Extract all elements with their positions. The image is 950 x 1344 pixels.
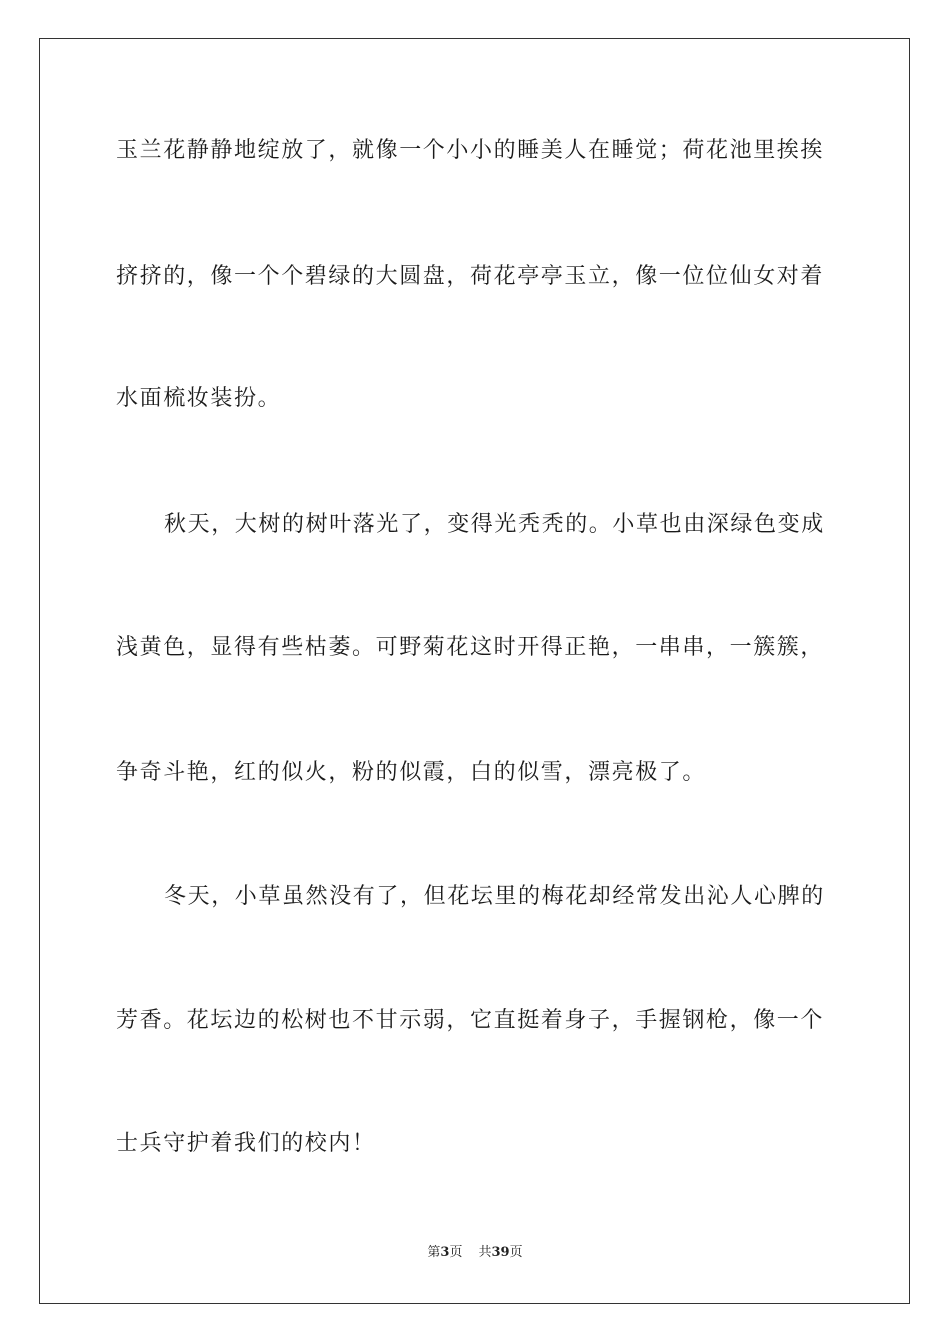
total-page-count: 39 [491,1245,510,1260]
paragraph-1-line-2: 挤挤的，像一个个碧绿的大圆盘，荷花亭亭玉立，像一位位仙女对着 [116,264,825,289]
footer-total-suffix: 页 [509,1245,523,1260]
page-number-footer [0,1244,950,1262]
paragraph-2-line-3: 争奇斗艳，红的似火，粉的似霞，白的似雪，漂亮极了。 [116,760,707,785]
footer-total-prefix: 共 [478,1245,492,1260]
paragraph-1-line-3: 水面梳妆装扮。 [116,386,282,411]
current-page-number: 3 [440,1245,450,1260]
paragraph-2-line-1: 秋天，大树的树叶落光了，变得光秃秃的。小草也由深绿色变成 [164,512,825,537]
footer-prefix: 第 [427,1245,441,1260]
page-frame [39,38,910,1304]
paragraph-3-line-2: 芳香。花坛边的松树也不甘示弱，它直挺着身子，手握钢枪，像一个 [116,1008,825,1033]
paragraph-3-line-3: 士兵守护着我们的校内！ [116,1131,376,1156]
paragraph-2-line-2: 浅黄色，显得有些枯萎。可野菊花这时开得正艳，一串串，一簇簇， [116,635,825,660]
paragraph-3-line-1: 冬天，小草虽然没有了，但花坛里的梅花却经常发出沁人心脾的 [164,884,825,909]
footer-page-suffix: 页 [449,1245,463,1260]
paragraph-1-line-1: 玉兰花静静地绽放了，就像一个小小的睡美人在睡觉；荷花池里挨挨 [116,138,825,163]
